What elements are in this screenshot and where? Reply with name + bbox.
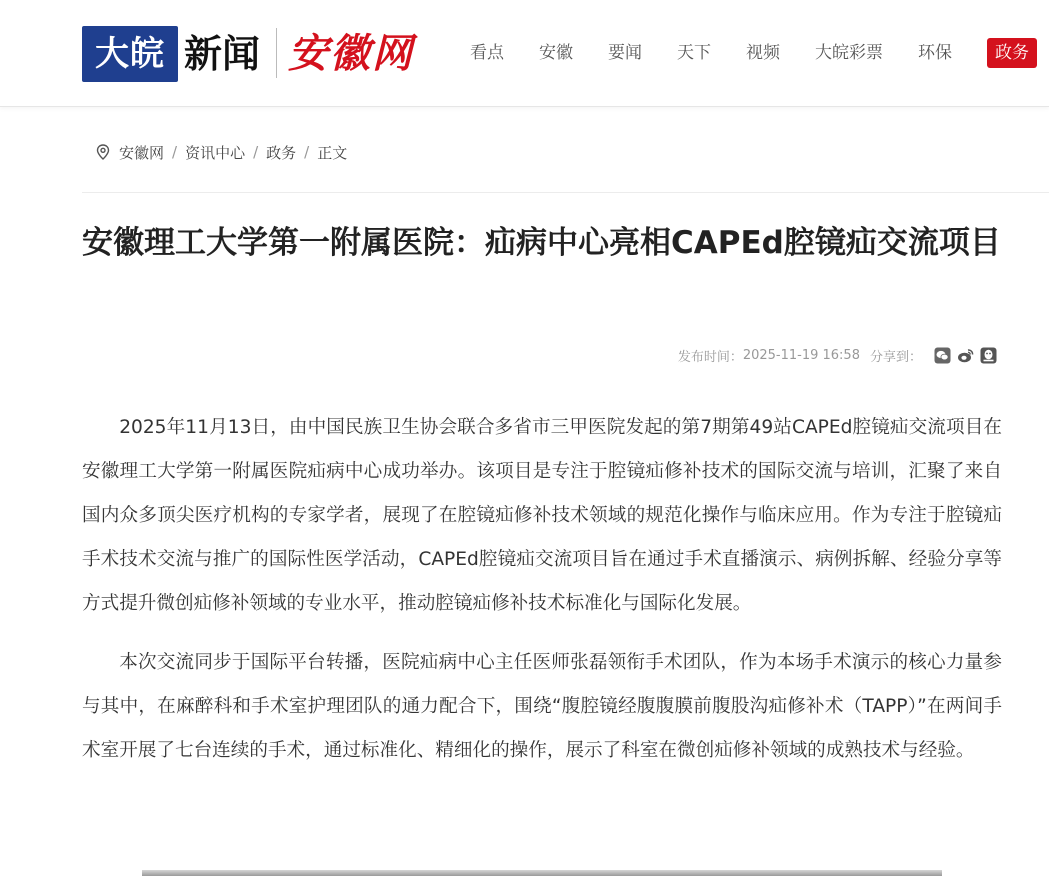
location-pin-icon xyxy=(96,144,110,160)
qq-icon[interactable] xyxy=(980,347,997,364)
breadcrumb-separator: / xyxy=(304,143,310,161)
anhui-net-logo[interactable]: 安徽网 xyxy=(288,30,414,77)
breadcrumb-divider xyxy=(82,192,1049,193)
article-paragraph: 本次交流同步于国际平台转播，医院疝病中心主任医师张磊领衔手术团队，作为本场手术演示的核心力量参与其中，在麻醉科和手术室护理团队的通力配合下，围绕“腹腔镜经腹腹膜前腹股沟疝修补术（TAPP）”在两间手术室开展了七台连续的手术，通过标准化、精细化的操作，展示了科室在微创疝修补领域的成熟技术与经验。 xyxy=(82,652,1002,761)
article-paragraph: 2025年11月13日，由中国民族卫生协会联合多省市三甲医院发起的第7期第49站CAPEd腔镜疝交流项目在安徽理工大学第一附属医院疝病中心成功举办。该项目是专注于腔镜疝修补技术的国际交流与培训，汇聚了来自国内众多顶尖医疗机构的专家学者，展现了在腔镜疝修补技术领域的规范化操作与临床应用。作为专注于腔镜疝手术技术交流与推广的国际性医学活动，CAPEd腔镜疝交流项目旨在通过手术直播演示、病例拆解、经验分享等方式提升微创疝修补领域的专业水平，推动腔镜疝修补技术标准化与国际化发展。 xyxy=(82,417,1002,614)
breadcrumb-news-center[interactable]: 资讯中心 xyxy=(185,143,246,162)
nav-item-shipin[interactable]: 视频 xyxy=(746,43,780,63)
article-image xyxy=(142,870,942,876)
article-meta xyxy=(678,344,997,366)
publish-label: 发布时间： xyxy=(677,349,743,365)
nav-item-zhengwu[interactable]: 政务 xyxy=(987,38,1037,68)
breadcrumb-separator: / xyxy=(172,143,178,161)
weibo-icon[interactable] xyxy=(957,347,974,364)
xinwen-logo-text[interactable]: 新闻 xyxy=(184,32,261,76)
breadcrumb xyxy=(96,140,347,164)
breadcrumb-zhengwu[interactable]: 政务 xyxy=(266,143,297,162)
nav-item-anhui[interactable]: 安徽 xyxy=(539,43,573,63)
wechat-icon[interactable] xyxy=(934,347,951,364)
main-nav xyxy=(470,36,1037,70)
share-label: 分享到： xyxy=(869,349,922,365)
nav-item-yaowen[interactable]: 要闻 xyxy=(608,43,642,63)
publish-time: 2025-11-19 16:58 xyxy=(742,347,860,363)
breadcrumb-current: 正文 xyxy=(317,143,348,162)
nav-item-tianxia[interactable]: 天下 xyxy=(677,43,711,63)
nav-item-huanbao[interactable]: 环保 xyxy=(918,43,952,63)
site-header xyxy=(0,0,1049,107)
nav-item-lottery[interactable]: 大皖彩票 xyxy=(815,43,883,63)
logo-divider xyxy=(276,28,277,78)
dawan-logo[interactable]: 大皖 xyxy=(82,26,178,82)
breadcrumb-separator: / xyxy=(253,143,259,161)
nav-item-kandian[interactable]: 看点 xyxy=(470,43,504,63)
article-body xyxy=(82,406,1002,788)
article-title: 安徽理工大学第一附属医院：疝病中心亮相CAPEd腔镜疝交流项目 xyxy=(82,225,1001,261)
breadcrumb-anhui-net[interactable]: 安徽网 xyxy=(119,143,165,162)
